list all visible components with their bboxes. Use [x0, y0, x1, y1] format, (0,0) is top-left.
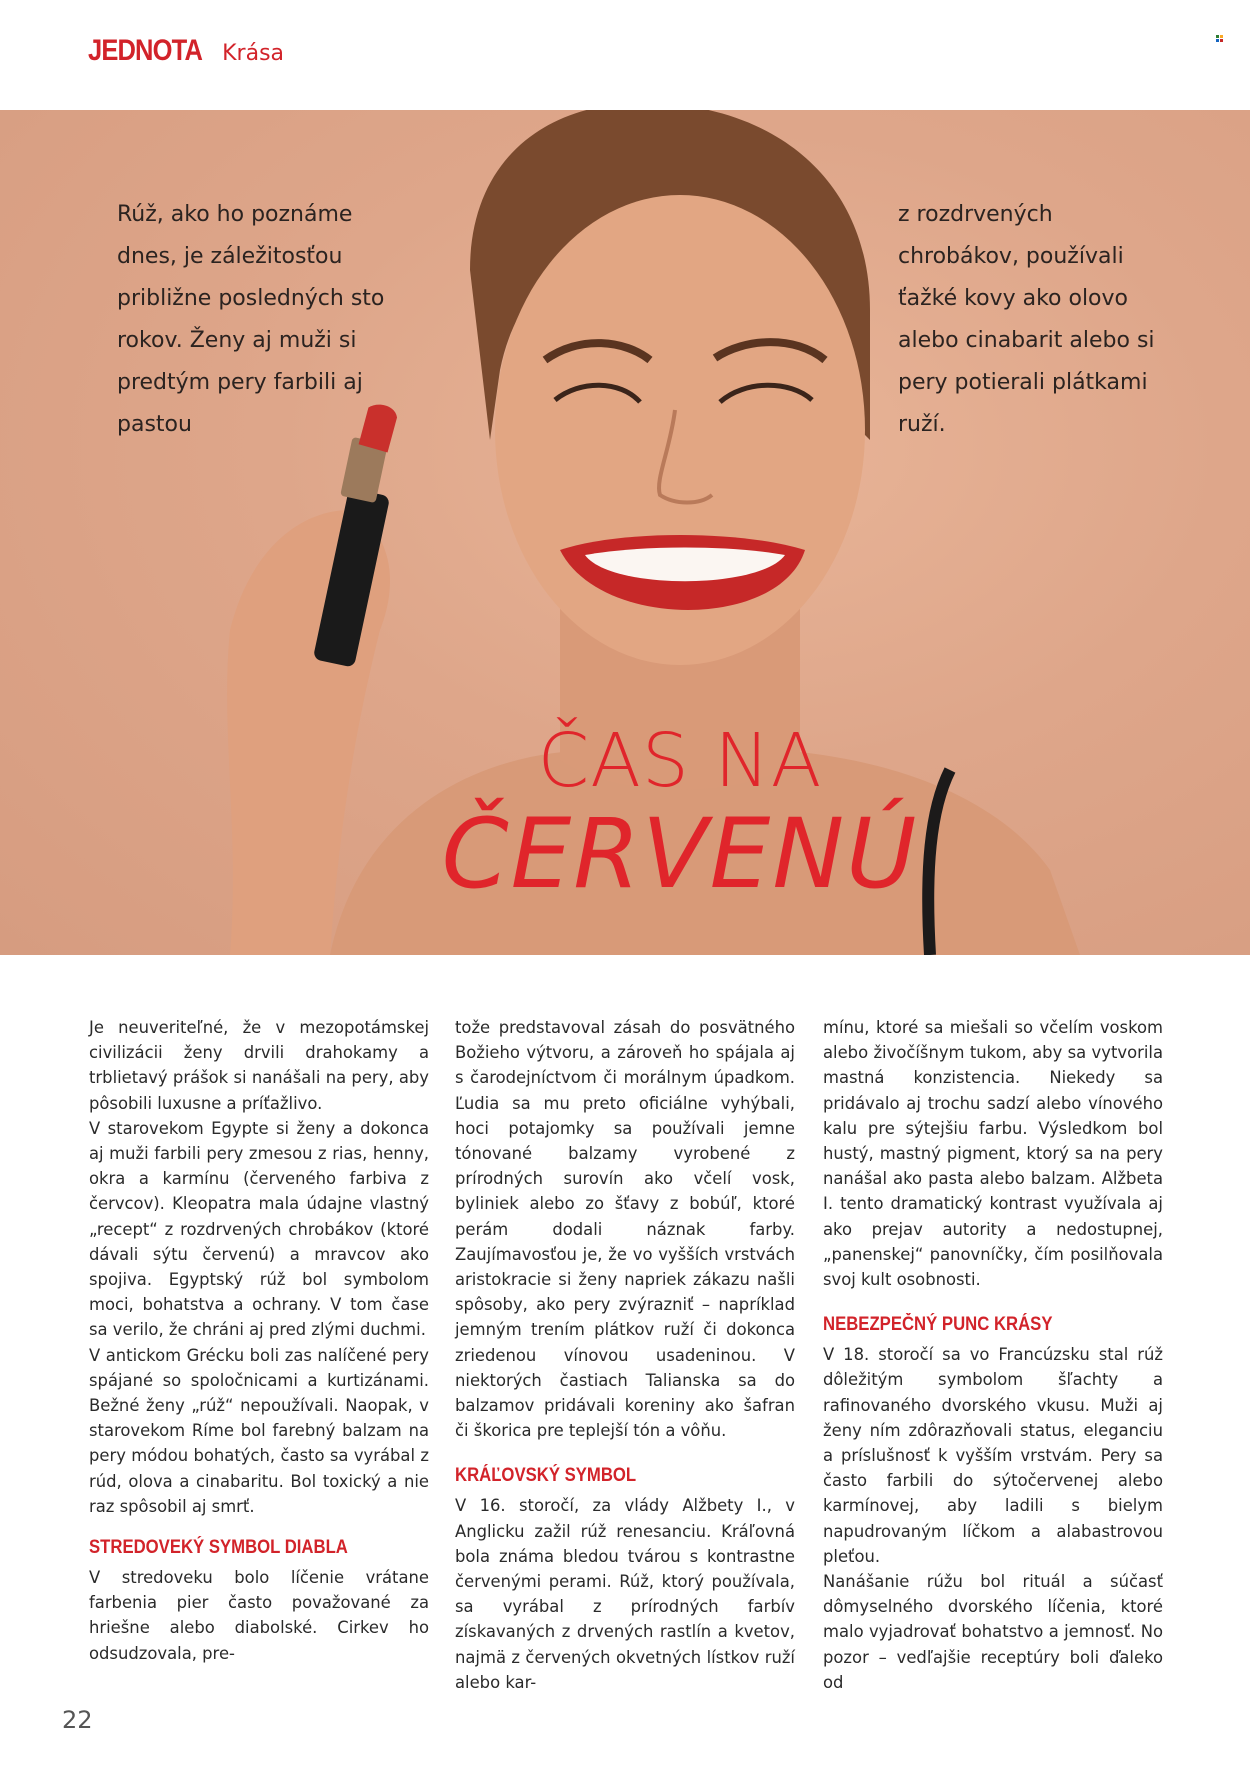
brand-logo: JEDNOTA [88, 34, 203, 67]
paragraph: V starovekom Egypte si ženy a dokonca aj muži farbili pery zmesou z rias, henny, okra a karmínu (červeného farbiva z červcov). Kleopatra mala údajne vlastný „recept“ z rozdrvených chrobákov (ktoré dávali sýtu červenú) a mravcov ako spojiva. Egyptský rúž bol symbolom moci, bohatstva a ochrany. V tom čase sa verilo, že chráni aj pred zlými duchmi. [89, 1118, 429, 1340]
hero-photo [0, 110, 1250, 955]
paragraph: Je neuveriteľné, že v mezopotámskej civilizácii ženy drvili drahokamy a trblietavý prášok si nanášali na pery, aby pôsobili luxusne a príťažlivo. [89, 1018, 429, 1113]
paragraph: V 16. storočí, za vlády Alžbety I., v Anglicku zažil rúž renesanciu. Kráľovná bola známa bledou tvárou s kontrastne červenými perami. Rúž, ktorý používala, sa vyrábal z prírodných farbív získavaných z drvených rastlín a kvetov, najmä z červených okvetných lístkov ruží alebo kar- [455, 1496, 795, 1692]
paragraph: Nanášanie rúžu bol rituál a súčasť dômyselného dvorského líčenia, ktoré malo vyjadrovať bohatstvo a jemnosť. No pozor – vedľajšie receptúry boli ďaleko od [823, 1572, 1163, 1692]
paragraph: V antickom Grécku boli zas nalíčené pery spájané so spoločnicami a kurtizánami. Bežné ženy „rúž“ nepoužívali. Naopak, v starovekom Ríme bol farebný balzam na pery módou bohatých, často sa vyrábal z rúd, olova a cinabaritu. Bol toxický a nie raz spôsobil aj smrť. [89, 1345, 429, 1516]
subheading-royal: KRÁĽOVSKÝ SYMBOL [455, 1465, 637, 1487]
subheading-danger: NEBEZPEČNÝ PUNC KRÁSY [823, 1314, 1053, 1336]
article-column-2 [455, 1015, 795, 1695]
corner-color-mark [1216, 35, 1223, 42]
page-number: 22 [62, 1706, 93, 1734]
page-header [88, 34, 284, 74]
paragraph: V stredoveku bolo líčenie vrátane farbenia pier často považované za hriešne alebo diabolské. Cirkev ho odsudzovala, pre- [89, 1568, 429, 1663]
article-headline [420, 718, 940, 910]
headline-line-1: ČAS NA [537, 718, 823, 804]
intro-text-right: z rozdrvených chrobákov, používali ťažké kovy ako olovo alebo cinabarit alebo si pery potierali plátkami ruží. [898, 202, 1155, 437]
headline-line-2: ČERVENÚ [441, 798, 919, 910]
article-column-3 [823, 1015, 1163, 1695]
paragraph: tože predstavoval zásah do posvätného Božieho výtvoru, a zároveň ho spájala aj s čarodejníctvom či morálnym úpadkom. Ľudia sa mu preto oficiálne vyhýbali, hoci potajomky sa používali jemne tónované balzamy vyrobené z prírodných surovín ako včelí vosk, byliniek alebo zo šťavy z bobúľ, ktoré perám dodali náznak farby. Zaujímavosťou je, že vo vyšších vrstvách aristokracie si ženy napriek zákazu našli spôsoby, ako pery zvýrazniť – napríklad jemným trením plátkov ruží či dokonca zriedenou vínovou usadeninou. V niektorých častiach Talianska sa do balzamov pridávali koreniny ako šafran či škorica pre teplejší tón a vôňu. [455, 1018, 795, 1441]
article-column-1 [89, 1015, 429, 1666]
subheading-medieval: STREDOVEKÝ SYMBOL DIABLA [89, 1537, 348, 1559]
paragraph: V 18. storočí sa vo Francúzsku stal rúž dôležitým symbolom šľachty a rafinovaného dvorského vkusu. Muži aj ženy ním zdôrazňovali status, eleganciu a príslušnosť k vyšším vrstvám. Pery sa často farbili do sýtočervenej alebo karmínovej, aby ladili s bielym napudrovaným líčkom a alabastrovou pleťou. [823, 1345, 1163, 1566]
intro-text-left: Rúž, ako ho poznáme dnes, je záležitosťou približne posledných sto rokov. Ženy aj muži si predtým pery farbili aj pastou [117, 202, 385, 437]
section-name: Krása [222, 41, 285, 66]
paragraph: mínu, ktoré sa miešali so včelím voskom alebo živočíšnym tukom, aby sa vytvorila mastná konzistencia. Niekedy sa pridávalo aj trochu sadzí alebo vínového kalu pre sýtejšiu farbu. Výsledkom bol hustý, mastný pigment, ktorý sa na pery nanášal ako pasta alebo balzam. Alžbeta I. tento dramatický kontrast využívala aj ako prejav autority a nedostupnej, „panenskej“ panovníčky, čím posilňovala svoj kult osobnosti. [823, 1018, 1163, 1290]
